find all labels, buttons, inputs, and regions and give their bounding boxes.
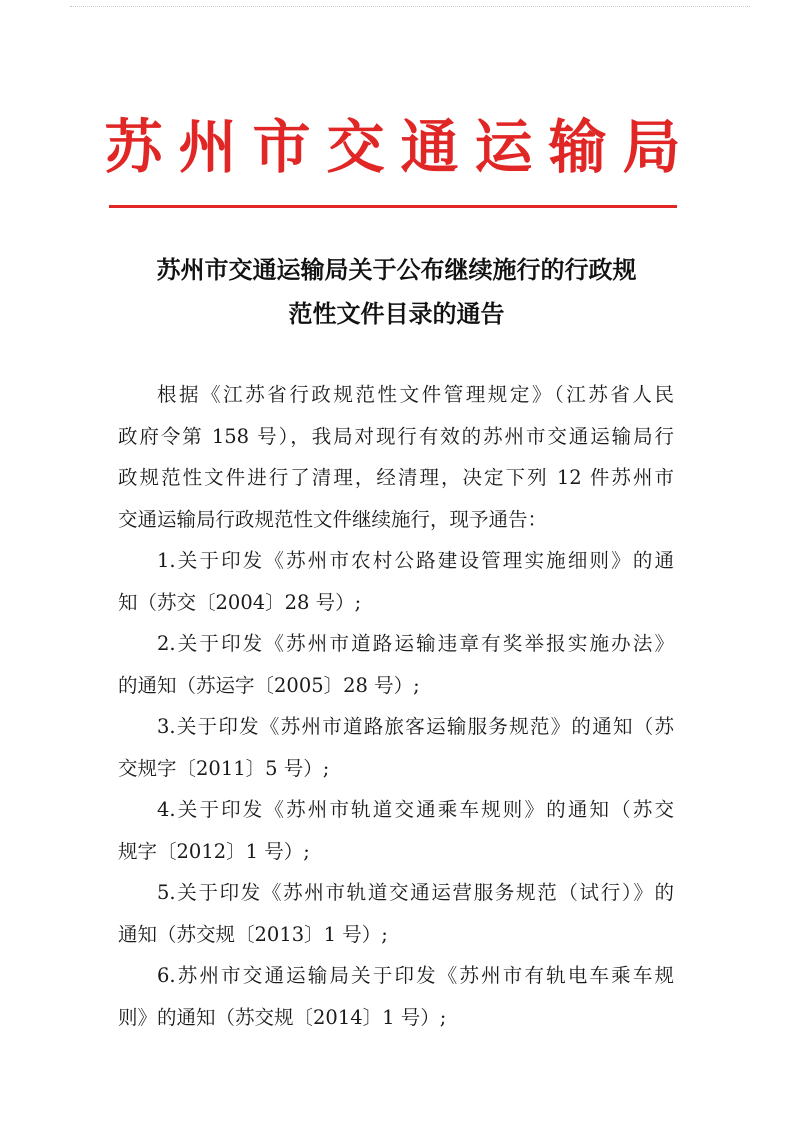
red-separator-line bbox=[109, 205, 677, 208]
document-title-line-1: 苏州市交通运输局关于公布继续施行的行政规 bbox=[156, 255, 637, 284]
list-item-line: 1.关于印发《苏州市农村公路建设管理实施细则》的通 bbox=[157, 549, 674, 572]
list-item bbox=[118, 706, 674, 789]
scan-edge-line bbox=[70, 6, 750, 7]
list-item-line: 的通知（苏运字〔2005〕28 号）; bbox=[118, 673, 420, 697]
list-item bbox=[118, 955, 674, 1038]
list-item bbox=[118, 623, 674, 706]
organization-header: 苏州市交通运输局 bbox=[104, 113, 697, 181]
list-item-line: 知（苏交〔2004〕28 号）; bbox=[118, 590, 362, 614]
document-title-line-2: 范性文件目录的通告 bbox=[288, 299, 505, 328]
intro-line: 政府令第 158 号），我局对现行有效的苏州市交通运输局行 bbox=[118, 424, 674, 448]
list-item-line: 规字〔2012〕1 号）; bbox=[118, 839, 310, 863]
intro-line: 根据《江苏省行政规范性文件管理规定》（江苏省人民 bbox=[157, 383, 674, 406]
list-item bbox=[118, 540, 674, 623]
document-title bbox=[100, 248, 693, 336]
list-item bbox=[118, 789, 674, 872]
list-item-line: 4.关于印发《苏州市轨道交通乘车规则》的通知（苏交 bbox=[157, 798, 674, 821]
list-item-line: 2.关于印发《苏州市道路运输违章有奖举报实施办法》 bbox=[157, 632, 674, 655]
list-item-line: 3.关于印发《苏州市道路旅客运输服务规范》的通知（苏 bbox=[157, 715, 674, 738]
intro-line: 交通运输局行政规范性文件继续施行，现予通告： bbox=[118, 507, 548, 531]
document-body bbox=[118, 374, 674, 1038]
list-item-line: 则》的通知（苏交规〔2014〕1 号）; bbox=[118, 1005, 447, 1029]
list-item-line: 通知（苏交规〔2013〕1 号）; bbox=[118, 922, 388, 946]
intro-paragraph bbox=[118, 374, 674, 540]
intro-line: 政规范性文件进行了清理，经清理，决定下列 12 件苏州市 bbox=[118, 466, 674, 489]
list-item-line: 5.关于印发《苏州市轨道交通运营服务规范（试行）》的 bbox=[157, 881, 674, 904]
list-item-line: 交规字〔2011〕5 号）; bbox=[118, 756, 330, 780]
list-item-line: 6.苏州市交通运输局关于印发《苏州市有轨电车乘车规 bbox=[157, 964, 674, 987]
list-item bbox=[118, 872, 674, 955]
